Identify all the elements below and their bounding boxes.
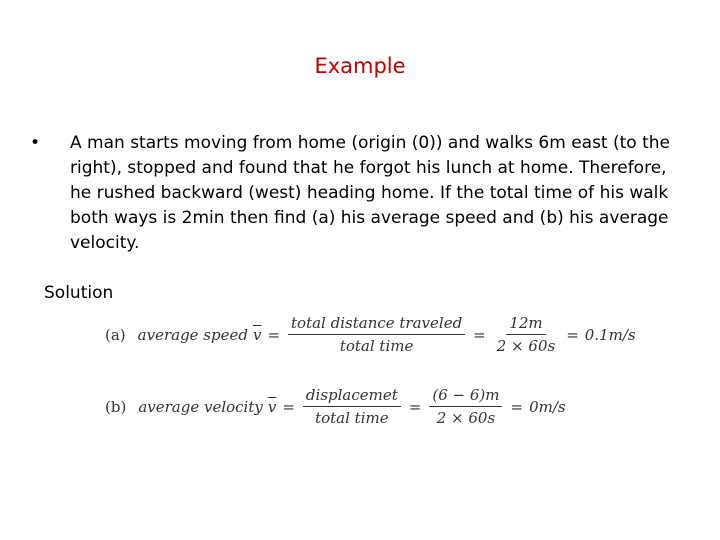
velocity-symbol: $\overline{v}$ [252,325,262,344]
equals-sign: = [566,325,579,344]
equals-sign: = [267,325,281,344]
equation-average-velocity [105,386,566,427]
slide-title: Example [314,54,406,78]
solution-label: Solution [44,283,114,303]
equals-sign: = [510,397,524,416]
equation-result: 0.1m/s [584,325,636,344]
velocity-symbol: $\overline{v}$ [267,397,277,416]
equals-sign: = [408,397,422,416]
equals-sign: = [282,397,295,416]
fraction-numerator: 12m [506,314,545,335]
equation-average-speed [105,314,636,355]
equals-sign: = [473,325,486,344]
fraction-denominator: total time [315,409,389,427]
fraction-denominator: 2 × 60s [436,409,496,427]
equation-label: (b) [105,397,127,416]
equation-result: 0m/s [529,397,566,416]
fraction-values [494,314,558,355]
equation-lhs: average velocity [138,397,263,416]
fraction-denominator: 2 × 60s [496,337,556,355]
equation-lhs: average speed [137,325,248,344]
fraction-numerator: (6 − 6)m [429,386,502,407]
bullet-marker: • [30,133,41,153]
equation-label: (a) [105,325,126,344]
fraction-numerator: displacemet [303,386,401,407]
fraction-definition [288,314,465,355]
fraction-denominator: total time [339,337,414,355]
problem-statement [30,131,680,256]
fraction-numerator: total distance traveled [288,314,465,335]
fraction-definition [303,386,401,427]
problem-text: A man starts moving from home (origin (0)) and walks 6m east (to the right), stopped and found that he forgot his lunch at home. Therefore, he rushed backward (west) heading home. If the total time of his walk both ways is 2min then find (a) his average speed and (b) his average velocity. [70,133,670,253]
fraction-values [429,386,502,427]
